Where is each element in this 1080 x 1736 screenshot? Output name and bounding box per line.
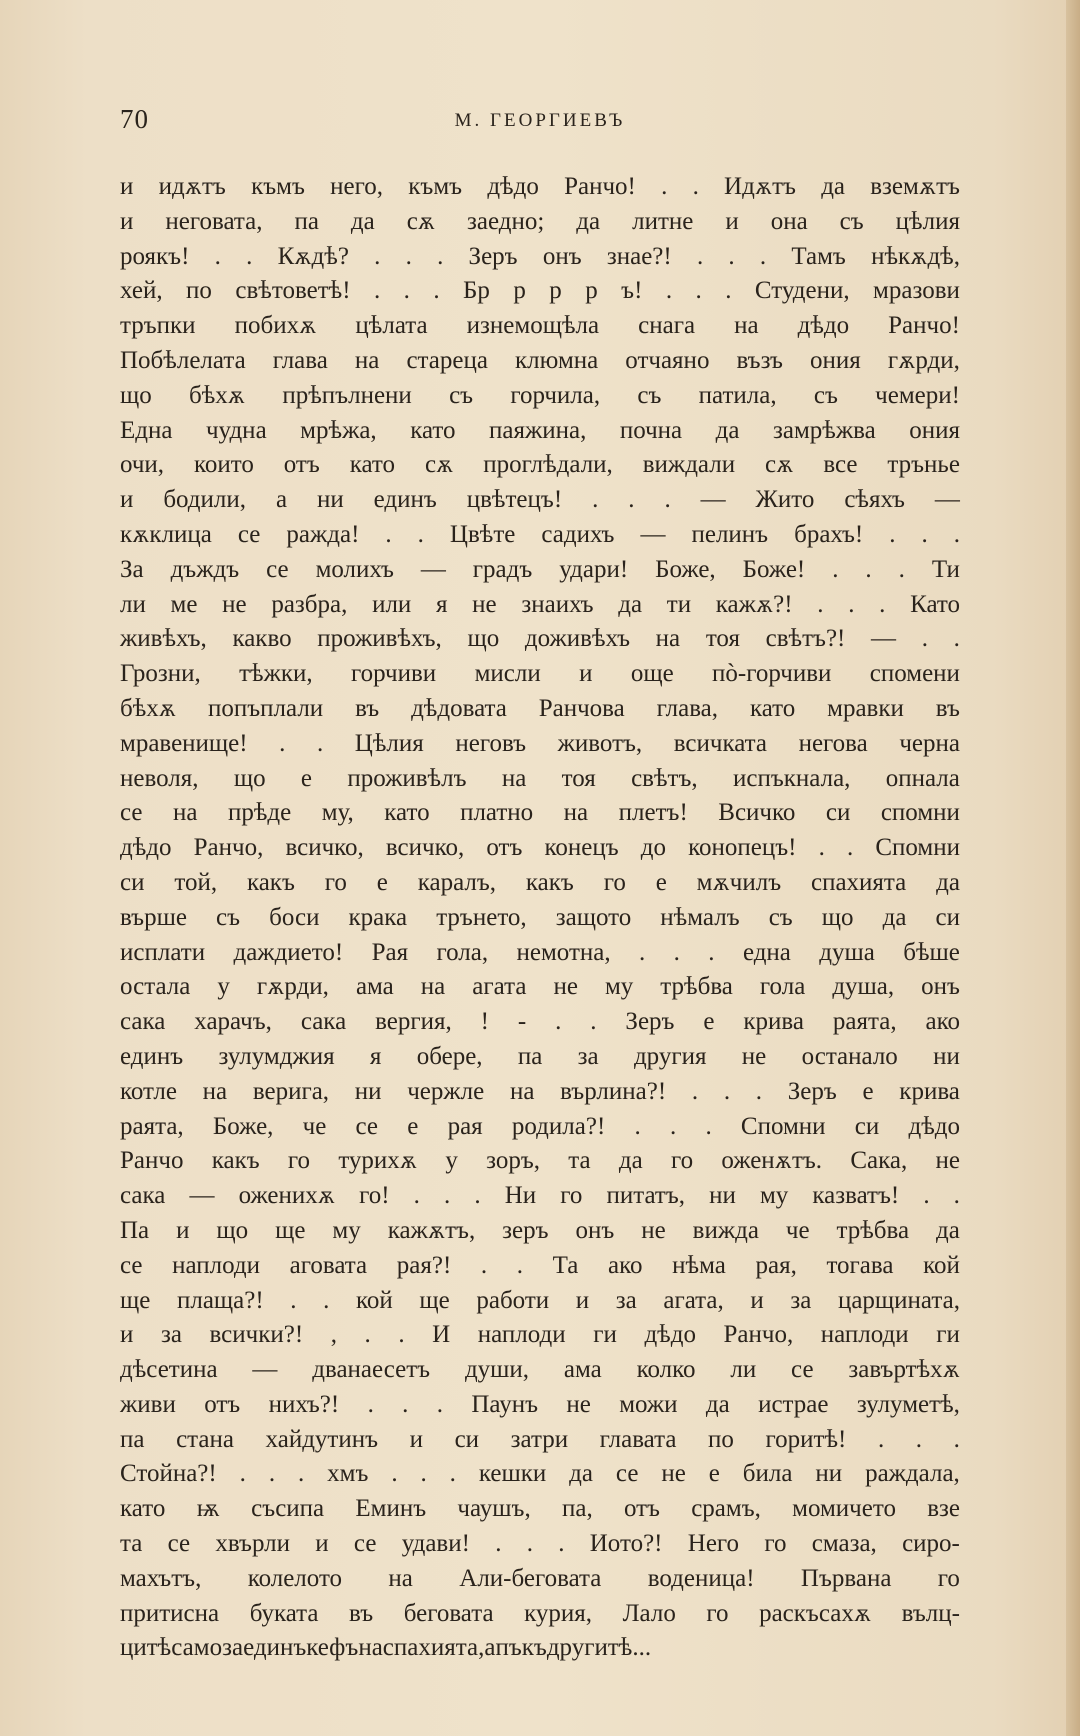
text-line: като ѭ съсипа Еминъ чаушъ, па, отъ срамъ, момичето взе bbox=[120, 1495, 960, 1523]
text-line: очи, които отъ като сѫ проглѣдали, виждали сѫ все трънье bbox=[120, 451, 960, 479]
text-line: Побѣлелата глава на стареца клюмна отчаяно възъ ония гѫрди, bbox=[120, 346, 960, 374]
text-line: роякъ! . . Кѫдѣ? . . . Зеръ онъ знае?! . . . Тамъ нѣкѫдѣ, bbox=[120, 242, 960, 270]
text-line: Ранчо какъ го турихѫ у зоръ, та да го оженѫтъ. Сака, не bbox=[120, 1147, 960, 1175]
text-line: и неговата, па да сѫ заедно; да литне и она съ цѣлия bbox=[120, 207, 960, 235]
text-line: та се хвърли и се удави! . . . Иото?! Него го смаза, сиро- bbox=[120, 1530, 960, 1558]
text-line: бѣхѫ попъплали въ дѣдовата Ранчова глава, като мравки въ bbox=[120, 694, 960, 722]
text-line: и бодили, а ни единъ цвѣтецъ! . . . — Жито сѣяхъ — bbox=[120, 486, 960, 514]
text-line: що бѣхѫ прѣпълнени съ горчила, съ патила, съ чемери! bbox=[120, 381, 960, 409]
text-line: неволя, що е проживѣлъ на тоя свѣтъ, испъкнала, опнала bbox=[120, 764, 960, 792]
text-line: и за всички?! , . . И наплоди ги дѣдо Ранчо, наплоди ги bbox=[120, 1321, 960, 1349]
text-line: притисна буката въ беговата курия, Лало го раскъсахѫ вълц- bbox=[120, 1599, 960, 1627]
text-line: мравенище! . . Цѣлия неговъ животъ, всичката негова черна bbox=[120, 729, 960, 757]
text-line: За дъждъ се молихъ — градъ удари! Боже, Боже! . . . Ти bbox=[120, 555, 960, 583]
text-line: върше съ боси крака трънето, защото нѣмалъ съ що да си bbox=[120, 903, 960, 931]
text-line: дѣдо Ранчо, всичко, всичко, отъ конецъ до конопецъ! . . Спомни bbox=[120, 834, 960, 862]
text-line: единъ зулумджия я обере, па за другия не останало ни bbox=[120, 1042, 960, 1070]
text-line: исплати даждието! Рая гола, немотна, . . . една душа бѣше bbox=[120, 938, 960, 966]
text-line: си той, какъ го е каралъ, какъ го е мѫчилъ спахията да bbox=[120, 868, 960, 896]
text-line: хей, по свѣтоветѣ! . . . Бр р р р ъ! . . . Студени, мразови bbox=[120, 277, 960, 305]
text-line: се на прѣде му, като платно на плетъ! Всичко си спомни bbox=[120, 799, 960, 827]
text-line: живѣхъ, какво проживѣхъ, що доживѣхъ на тоя свѣтъ?! — . . bbox=[120, 625, 960, 653]
body-text bbox=[120, 170, 960, 1666]
text-line: тръпки побихѫ цѣлата изнемощѣла снага на дѣдо Ранчо! bbox=[120, 312, 960, 340]
text-line: па стана хайдутинъ и си затри главата по горитѣ! . . . bbox=[120, 1425, 960, 1453]
text-line: сака — оженихѫ го! . . . Ни го питатъ, ни му казватъ! . . bbox=[120, 1182, 960, 1210]
text-line: Една чудна мрѣжа, като паяжина, почна да замрѣжва ония bbox=[120, 416, 960, 444]
text-line: дѣсетина — дванаесетъ души, ама колко ли се завъртѣхѫ bbox=[120, 1356, 960, 1384]
text-line: остала у гѫрди, ама на агата не му трѣбва гола душа, онъ bbox=[120, 973, 960, 1001]
text-line: Грозни, тѣжки, горчиви мисли и още пò-горчиви спомени bbox=[120, 660, 960, 688]
text-line: цитѣ само за единъ кефъ на спахията, а пъкъ другитѣ . . . bbox=[120, 1634, 652, 1662]
text-line: раята, Боже, че се е рая родила?! . . . Спомни си дѣдо bbox=[120, 1112, 960, 1140]
page-edge bbox=[1066, 0, 1080, 1736]
text-line: сака харачъ, сака вергия, ! - . . Зеръ е крива раята, ако bbox=[120, 1008, 960, 1036]
text-line: се наплоди аговата рая?! . . Та ако нѣма рая, тогава кой bbox=[120, 1251, 960, 1279]
text-line: котле на верига, ни чержле на върлина?! . . . Зеръ е крива bbox=[120, 1077, 960, 1105]
text-line: ли ме не разбра, или я не знаихъ да ти кажѫ?! . . . Като bbox=[120, 590, 960, 618]
text-line: кѫклица се ражда! . . Цвѣте садихъ — пелинъ брахъ! . . . bbox=[120, 520, 960, 548]
text-line: махътъ, колелото на Али-беговата воденица! Първана го bbox=[120, 1564, 960, 1592]
page-header bbox=[120, 104, 960, 144]
running-head: М. ГЕОРГИЕВЪ bbox=[454, 110, 626, 131]
page-number: 70 bbox=[120, 104, 149, 134]
text-line: Стойна?! . . . хмъ . . . кешки да се не е била ни раждала, bbox=[120, 1460, 960, 1488]
text-line: ще плаща?! . . кой ще работи и за агата, и за царщината, bbox=[120, 1286, 960, 1314]
text-line: живи отъ нихъ?! . . . Паунъ не можи да истрае зулуметѣ, bbox=[120, 1390, 960, 1418]
text-line: и идѫтъ къмъ него, къмъ дѣдо Ранчо! . . Идѫтъ да вземѫтъ bbox=[120, 173, 960, 200]
text-line: Па и що ще му кажѫтъ, зеръ онъ не вижда че трѣбва да bbox=[120, 1216, 960, 1244]
